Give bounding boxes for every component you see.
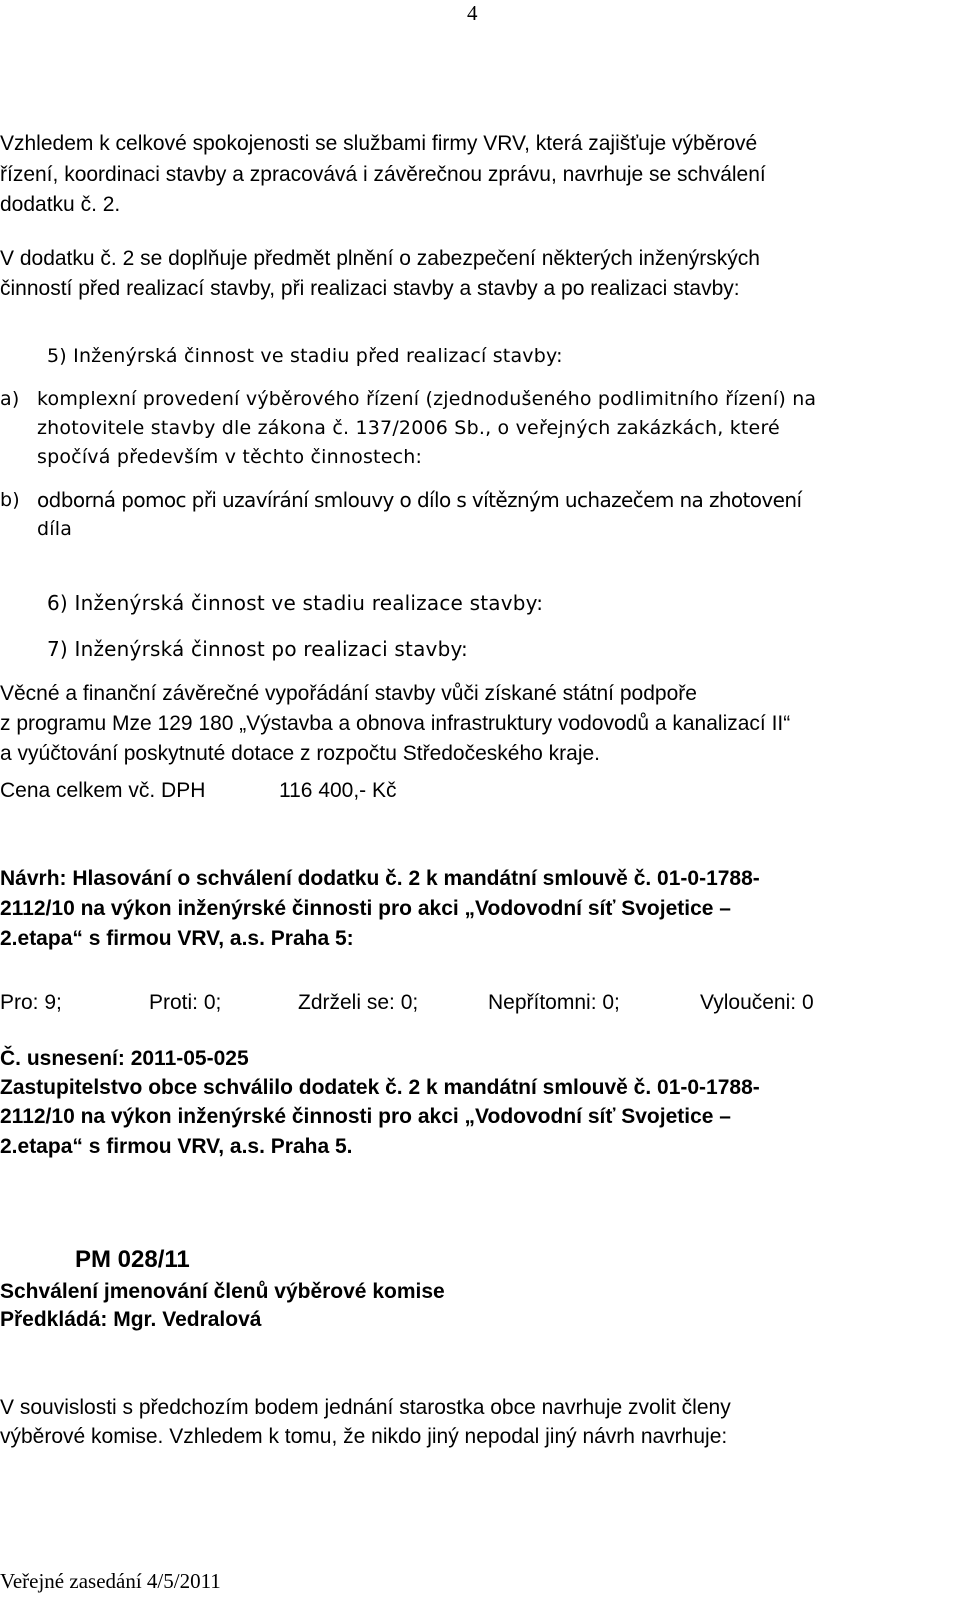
item-a-line-1: komplexní provedení výběrového řízení (zjednodušeného podlimitního řízení) na — [37, 388, 817, 410]
resolution-line-2: 2112/10 na výkon inženýrské činnosti pro akci „Vodovodní síť Svojetice – — [0, 1105, 731, 1128]
item-a-marker: a) — [0, 388, 20, 410]
intro-line-1: Vzhledem k celkové spokojenosti se službami firmy VRV, která zajišťuje výběrové — [0, 132, 758, 155]
vote-nepritomni: Nepřítomni: 0; — [488, 991, 620, 1014]
intro-line-3: dodatku č. 2. — [0, 193, 121, 216]
pm-code: PM 028/11 — [75, 1246, 190, 1273]
pm-title: Schválení jmenování členů výběrové komise — [0, 1280, 445, 1303]
closing-line-2: výběrové komise. Vzhledem k tomu, že nikdo jiný nepodal jiný návrh navrhuje: — [0, 1425, 728, 1448]
page-number: 4 — [467, 1, 478, 25]
price-value: 116 400,- Kč — [279, 779, 397, 802]
section-7-line-3: a vyúčtování poskytnuté dotace z rozpočtu Středočeského kraje. — [0, 742, 601, 765]
proposal-line-1: Návrh: Hlasování o schválení dodatku č. 2 k mandátní smlouvě č. 01-0-1788- — [0, 867, 760, 890]
vote-proti: Proti: 0; — [149, 991, 222, 1014]
proposal-line-3: 2.etapa“ s firmou VRV, a.s. Praha 5: — [0, 927, 354, 950]
price-label: Cena celkem vč. DPH — [0, 779, 206, 802]
section-7-line-1: Věcné a finanční závěrečné vypořádání stavby vůči získané státní podpoře — [0, 682, 697, 705]
section-7-line-2: z programu Mze 129 180 „Výstavba a obnova infrastruktury vodovodů a kanalizací II“ — [0, 712, 791, 735]
item-b-line-1: odborná pomoc při uzavírání smlouvy o dílo s vítězným uchazečem na zhotovení — [37, 488, 802, 512]
section-7-heading: 7) Inženýrská činnost po realizaci stavby: — [47, 637, 468, 661]
closing-line-1: V souvislosti s předchozím bodem jednání starostka obce navrhuje zvolit členy — [0, 1396, 731, 1419]
section-6-heading: 6) Inženýrská činnost ve stadiu realizace stavby: — [47, 591, 544, 615]
item-b-marker: b) — [0, 489, 20, 511]
resolution-line-1: Zastupitelstvo obce schválilo dodatek č. 2 k mandátní smlouvě č. 01-0-1788- — [0, 1076, 760, 1099]
item-b-line-2: díla — [37, 518, 73, 540]
proposal-line-2: 2112/10 na výkon inženýrské činnosti pro akci „Vodovodní síť Svojetice – — [0, 897, 731, 920]
vote-zdrzeli: Zdrželi se: 0; — [298, 991, 419, 1014]
vote-vylouceni: Vyloučeni: 0 — [700, 991, 814, 1014]
addendum-line-1: V dodatku č. 2 se doplňuje předmět plnění o zabezpečení některých inženýrských — [0, 247, 760, 270]
intro-line-2: řízení, koordinaci stavby a zpracovává i závěrečnou zprávu, navrhuje se schválení — [0, 163, 766, 186]
vote-pro: Pro: 9; — [0, 991, 62, 1014]
section-5-heading: 5) Inženýrská činnost ve stadiu před realizací stavby: — [47, 345, 563, 367]
pm-presenter: Předkládá: Mgr. Vedralová — [0, 1308, 262, 1331]
item-a-line-3: spočívá především v těchto činnostech: — [37, 446, 423, 468]
item-a-line-2: zhotovitele stavby dle zákona č. 137/2006 Sb., o veřejných zakázkách, které — [37, 417, 780, 439]
footer: Veřejné zasedání 4/5/2011 — [0, 1569, 221, 1593]
resolution-number: Č. usnesení: 2011-05-025 — [0, 1047, 249, 1070]
addendum-line-2: činností před realizací stavby, při realizaci stavby a stavby a po realizaci stavby: — [0, 277, 740, 300]
resolution-line-3: 2.etapa“ s firmou VRV, a.s. Praha 5. — [0, 1135, 353, 1158]
